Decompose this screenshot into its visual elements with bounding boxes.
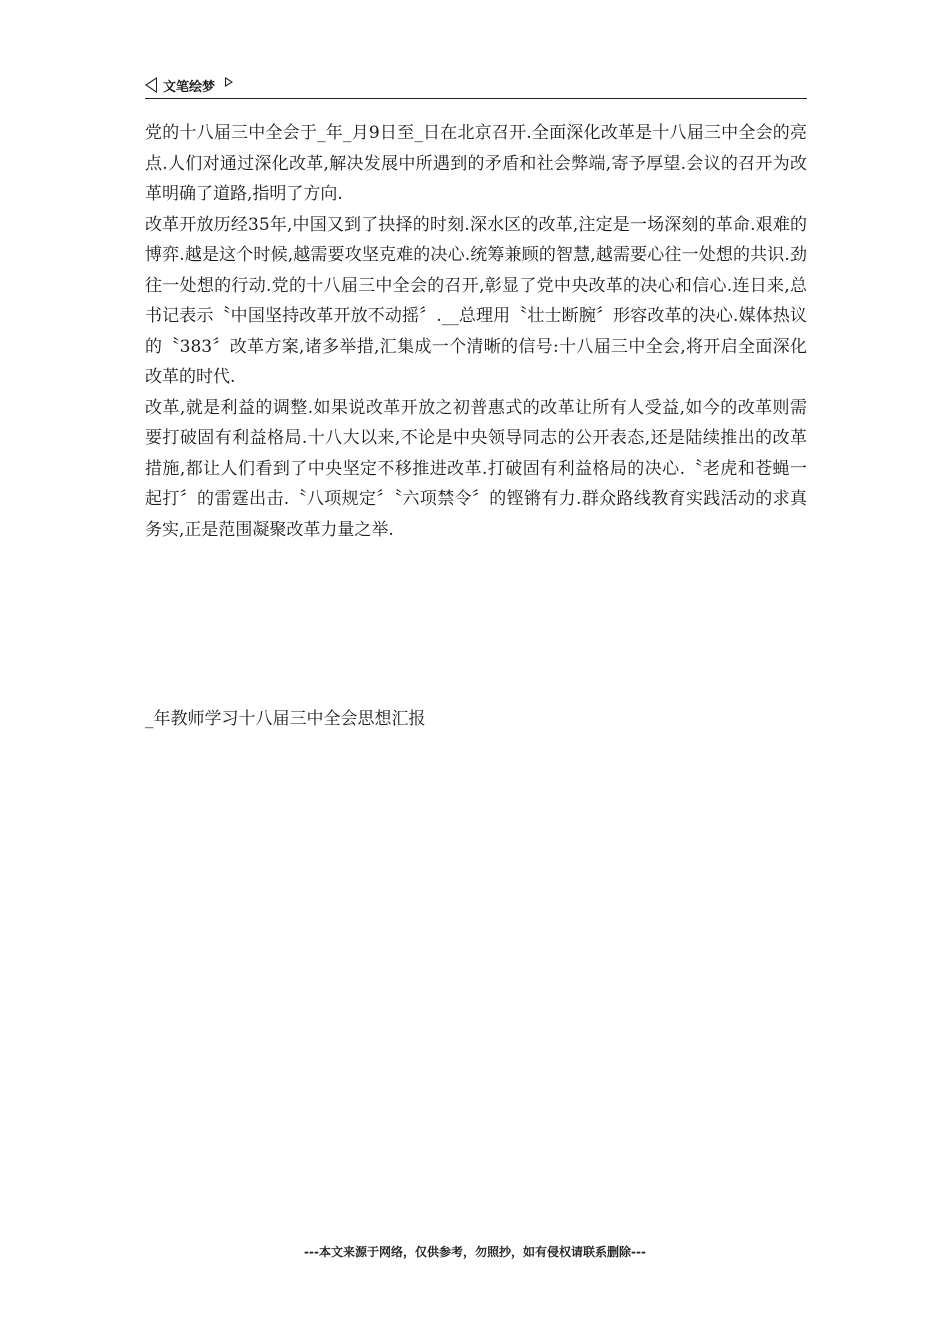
document-subtitle: _年教师学习十八届三中全会思想汇报: [145, 709, 426, 729]
paragraph-2: 改革开放历经35年,中国又到了抉择的时刻.深水区的改革,注定是一场深刻的革命.艰难的博弈.越是这个时候,越需要攻坚克难的决心.统筹兼顾的智慧,越需要心往一处想的共识.劲往一处想的行动.党的十八届三中全会的召开,彰显了党中央改革的决心和信心.连日来,总书记表示〝中国坚持改革开放不动摇〞.__总理用〝壮士断腕〞形容改革的决心.媒体热议的〝383〞改革方案,诸多举措,汇集成一个清晰的信号:十八届三中全会,将开启全面深化改革的时代.: [145, 214, 807, 387]
paragraph-1: 党的十八届三中全会于_年_月9日至_日在北京召开.全面深化改革是十八届三中全会的亮点.人们对通过深化改革,解决发展中所遇到的矛盾和社会弊端,寄予厚望.会议的召开为改革明确了道路,指明了方向.: [145, 123, 807, 204]
header-title: 文笔绘梦: [163, 79, 216, 95]
paragraph-3: 改革,就是利益的调整.如果说改革开放之初普惠式的改革让所有人受益,如今的改革则需要打破固有利益格局.十八大以来,不论是中央领导同志的公开表态,还是陆续推出的改革措施,都让人们看到了中央坚定不移推进改革.打破固有利益格局的决心.〝老虎和苍蝇一起打〞的雷霆出击.〝八项规定〞〝六项禁令〞的铿锵有力.群众路线教育实践活动的求真务实,正是范围凝聚改革力量之举.: [145, 397, 807, 540]
triangle-left-icon: [145, 77, 157, 93]
triangle-right-icon: [225, 77, 233, 87]
document-body: [145, 118, 807, 545]
page-header: [145, 72, 807, 99]
page-footer: ---本文来源于网络，仅供参考，勿照抄，如有侵权请联系删除---: [304, 1245, 646, 1259]
